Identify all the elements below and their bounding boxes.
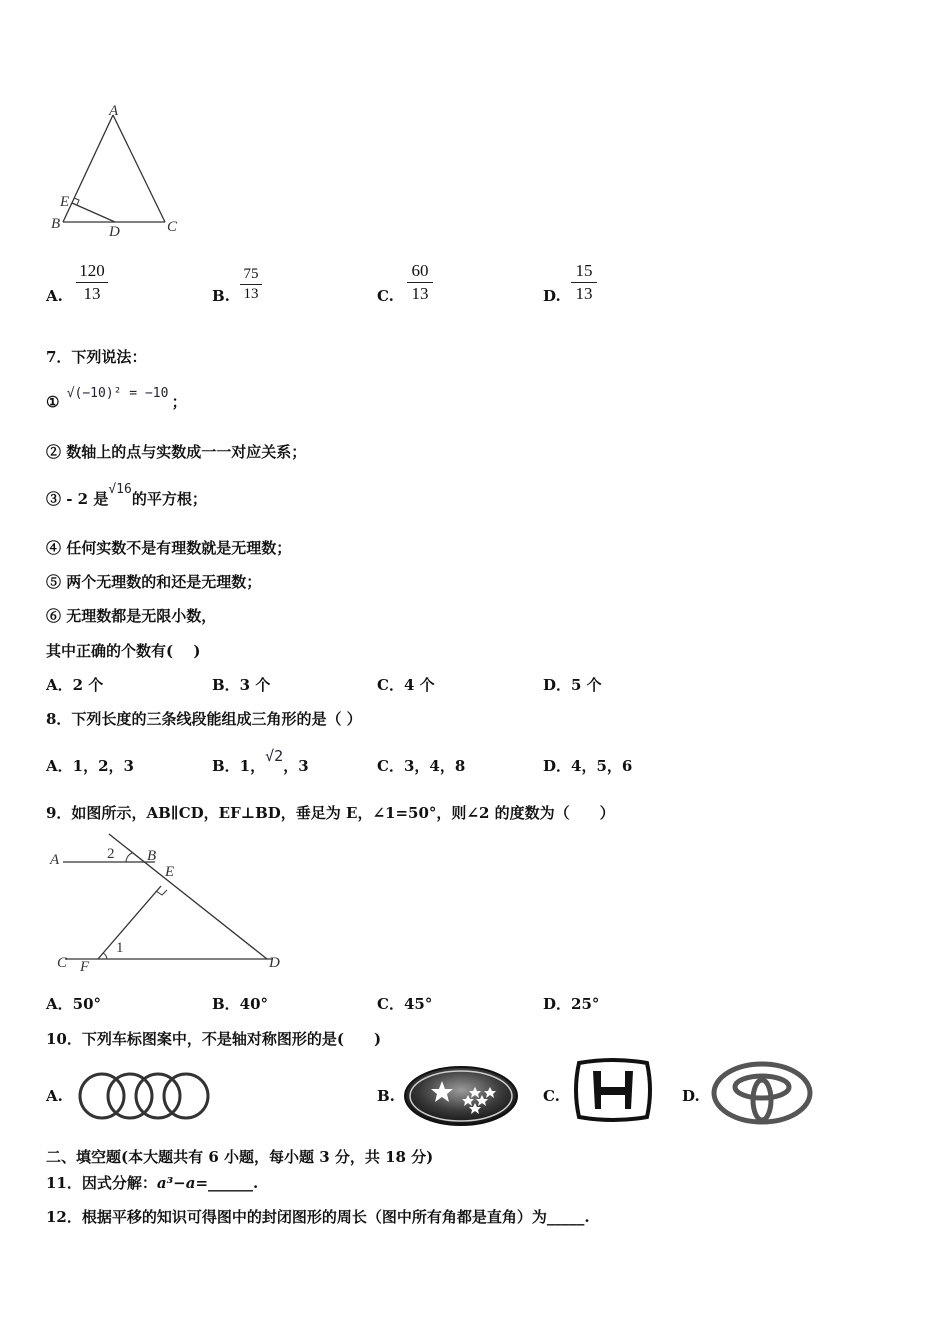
- q6-option-b-letter[interactable]: B.: [212, 287, 230, 305]
- label-a: A: [50, 852, 60, 868]
- q9-parallel-lines-figure: [45, 828, 295, 980]
- denominator: 13: [83, 284, 101, 303]
- segment-ab: [63, 115, 113, 222]
- q8-option-d[interactable]: D．4，5，6: [543, 757, 633, 775]
- label-e: E: [60, 194, 70, 210]
- circled-marker: ①: [46, 393, 60, 411]
- sqrt-2: √2: [265, 747, 284, 765]
- q6-option-d-fraction: [571, 261, 597, 304]
- label-d: D: [109, 224, 120, 240]
- label-d: D: [269, 955, 280, 971]
- q11: [46, 1172, 258, 1193]
- q12: [46, 1206, 590, 1227]
- q11-blank[interactable]: ______.: [208, 1174, 259, 1192]
- line-bd: [109, 834, 267, 959]
- q10-option-b-letter[interactable]: B.: [377, 1087, 395, 1105]
- q11-prefix: 11．因式分解：: [46, 1174, 157, 1192]
- six-stars-logo[interactable]: [402, 1065, 520, 1127]
- q7-statement-3: [46, 482, 207, 509]
- line-ef: [98, 886, 161, 959]
- q7-question: 其中正确的个数有( ): [46, 642, 201, 660]
- q7-statement-1: [46, 386, 187, 412]
- q6-option-c-fraction: [407, 261, 433, 304]
- label-angle-2: 2: [107, 846, 115, 862]
- q7-statement-4: ④ 任何实数不是有理数就是无理数；: [46, 539, 292, 557]
- statement-prefix: ③ - 2 是: [46, 490, 109, 508]
- denominator: 13: [411, 284, 429, 303]
- label-b: B: [51, 216, 61, 232]
- q6-triangle-figure: [45, 105, 195, 245]
- q7-option-b[interactable]: B．3 个: [212, 676, 271, 694]
- q8-stem: 8．下列长度的三条线段能组成三角形的是（ ）: [46, 710, 362, 728]
- q7-option-c[interactable]: C．4 个: [377, 676, 435, 694]
- angle-1-arc: [103, 953, 107, 959]
- q10-stem: 10．下列车标图案中，不是轴对称图形的是( ): [46, 1030, 382, 1048]
- q7-option-a[interactable]: A．2 个: [46, 676, 104, 694]
- ellipses-logo[interactable]: [710, 1060, 814, 1126]
- q10-option-d-letter[interactable]: D.: [682, 1087, 700, 1105]
- q8-option-b[interactable]: [212, 747, 309, 776]
- sqrt-16: √16: [108, 482, 132, 497]
- option-prefix: B．1，: [212, 757, 266, 775]
- statement-tail: ；: [171, 393, 187, 411]
- label-c: C: [57, 955, 68, 971]
- q9-option-a[interactable]: A．50°: [46, 995, 102, 1013]
- q6-option-a-letter[interactable]: A.: [46, 287, 63, 305]
- label-a: A: [109, 105, 119, 119]
- q6-option-a-fraction: [76, 261, 108, 304]
- numerator: 60: [411, 261, 429, 280]
- angle-2-arc: [126, 853, 132, 862]
- q8-option-a[interactable]: A．1，2，3: [46, 757, 134, 775]
- q12-blank[interactable]: _____.: [546, 1208, 590, 1226]
- sqrt-expression: √(−10)² = −10: [66, 386, 169, 401]
- q6-option-d-letter[interactable]: D.: [543, 287, 561, 305]
- q7-statement-5: ⑤ 两个无理数的和还是无理数；: [46, 573, 262, 591]
- denominator: 13: [243, 286, 259, 302]
- q6-option-c-letter[interactable]: C.: [377, 287, 394, 305]
- label-f: F: [80, 959, 90, 975]
- h-logo[interactable]: [571, 1057, 655, 1123]
- label-c: C: [167, 219, 178, 235]
- q9-option-b[interactable]: B．40°: [212, 995, 269, 1013]
- q9-option-c[interactable]: C．45°: [377, 995, 433, 1013]
- label-b: B: [147, 848, 157, 864]
- q7-stem: 7．下列说法：: [46, 348, 147, 366]
- option-suffix: ，3: [283, 757, 309, 775]
- section-2-title: 二、填空题(本大题共有 6 小题，每小题 3 分，共 18 分): [46, 1148, 434, 1166]
- q6-option-b-fraction: [240, 266, 262, 303]
- q12-text: 12．根据平移的知识可得图中的封闭图形的周长（图中所有角都是直角）为: [46, 1208, 547, 1226]
- numerator: 15: [575, 261, 593, 280]
- label-e: E: [165, 864, 175, 880]
- numerator: 120: [79, 261, 105, 280]
- label-angle-1: 1: [116, 940, 124, 956]
- numerator: 75: [243, 266, 259, 282]
- q7-statement-6: ⑥ 无理数都是无限小数，: [46, 607, 217, 625]
- q7-statement-2: ② 数轴上的点与实数成一一对应关系；: [46, 443, 307, 461]
- segment-ed: [72, 203, 115, 222]
- q9-stem: 9．如图所示，AB∥CD，EF⊥BD，垂足为 E，∠1=50°，则∠2 的度数为（ ）: [46, 804, 615, 822]
- denominator: 13: [575, 284, 593, 303]
- statement-suffix: 的平方根；: [131, 490, 207, 508]
- q8-option-c[interactable]: C．3，4，8: [377, 757, 466, 775]
- segment-ac: [113, 115, 165, 222]
- q11-expression: a³−a=: [156, 1174, 209, 1192]
- q9-option-d[interactable]: D．25°: [543, 995, 600, 1013]
- q10-option-a-letter[interactable]: A.: [46, 1087, 63, 1105]
- q10-option-c-letter[interactable]: C.: [543, 1087, 560, 1105]
- q7-option-d[interactable]: D．5 个: [543, 676, 602, 694]
- four-rings-logo[interactable]: [74, 1070, 214, 1122]
